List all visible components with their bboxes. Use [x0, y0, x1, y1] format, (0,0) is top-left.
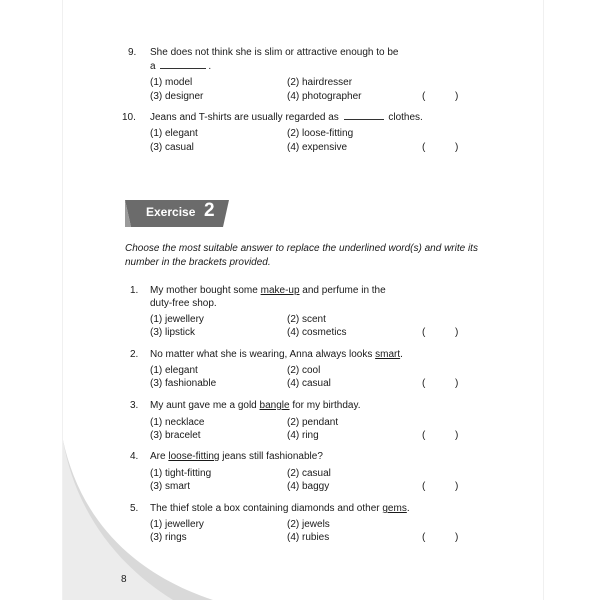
option: (2) scent — [287, 314, 326, 325]
question-number: 9. — [128, 47, 137, 58]
option: (3) casual — [150, 142, 194, 153]
option: (3) designer — [150, 91, 204, 102]
option: (1) jewellery — [150, 314, 204, 325]
question-stem-line2: duty-free shop. — [150, 298, 217, 309]
question-stem: Jeans and T-shirts are usually regarded as clothes. — [150, 112, 423, 123]
underlined-word: make-up — [260, 285, 300, 296]
option: (4) expensive — [287, 142, 348, 153]
option: (1) necklace — [150, 417, 205, 428]
option: (4) baggy — [287, 481, 330, 492]
option: (2) pendant — [287, 417, 339, 428]
question-number: 1. — [130, 285, 139, 296]
option: (3) lipstick — [150, 327, 196, 338]
question-stem: No matter what she is wearing, Anna always looks smart. — [150, 349, 403, 360]
question-stem: My aunt gave me a gold bangle for my birthday. — [150, 400, 361, 411]
option: (4) ring — [287, 430, 319, 441]
option: (1) elegant — [150, 128, 198, 139]
exercise-label: Exercise — [146, 205, 196, 219]
option: (2) loose-fitting — [287, 128, 354, 139]
option: (3) smart — [150, 481, 190, 492]
underlined-word: bangle — [259, 400, 290, 411]
exercise-instruction: Choose the most suitable answer to replace the underlined word(s) and write its number in the brackets provided. — [125, 243, 478, 268]
question-stem: My mother bought some make-up and perfume in the — [150, 285, 386, 296]
option: (4) photographer — [287, 91, 362, 102]
answer-blank[interactable] — [160, 60, 206, 69]
question-number: 3. — [130, 400, 139, 411]
question-stem: The thief stole a box containing diamonds and other gems. — [150, 503, 410, 514]
question-number: 4. — [130, 451, 139, 462]
exercise-number: 2 — [204, 200, 215, 221]
option: (3) fashionable — [150, 378, 217, 389]
option: (2) cool — [287, 365, 321, 376]
underlined-word: smart — [375, 349, 401, 360]
option: (1) model — [150, 77, 193, 88]
option: (4) casual — [287, 378, 331, 389]
option: (2) jewels — [287, 519, 330, 530]
question-number: 5. — [130, 503, 139, 514]
question-stem: Are loose-fitting jeans still fashionable? — [150, 451, 323, 462]
option: (3) bracelet — [150, 430, 201, 441]
option: (1) jewellery — [150, 519, 204, 530]
option: (4) rubies — [287, 532, 330, 543]
option: (1) elegant — [150, 365, 198, 376]
option: (2) hairdresser — [287, 77, 353, 88]
option: (2) casual — [287, 468, 331, 479]
question-number: 10. — [122, 112, 136, 123]
page-number: 8 — [121, 574, 127, 585]
answer-blank[interactable] — [344, 111, 384, 120]
option: (4) cosmetics — [287, 327, 347, 338]
option: (1) tight-fitting — [150, 468, 212, 479]
option: (3) rings — [150, 532, 187, 543]
question-stem-line2: a . — [150, 61, 212, 72]
underlined-word: loose-fitting — [168, 451, 220, 462]
question-stem: She does not think she is slim or attractive enough to be — [150, 47, 399, 58]
underlined-word: gems — [382, 503, 407, 514]
question-number: 2. — [130, 349, 139, 360]
